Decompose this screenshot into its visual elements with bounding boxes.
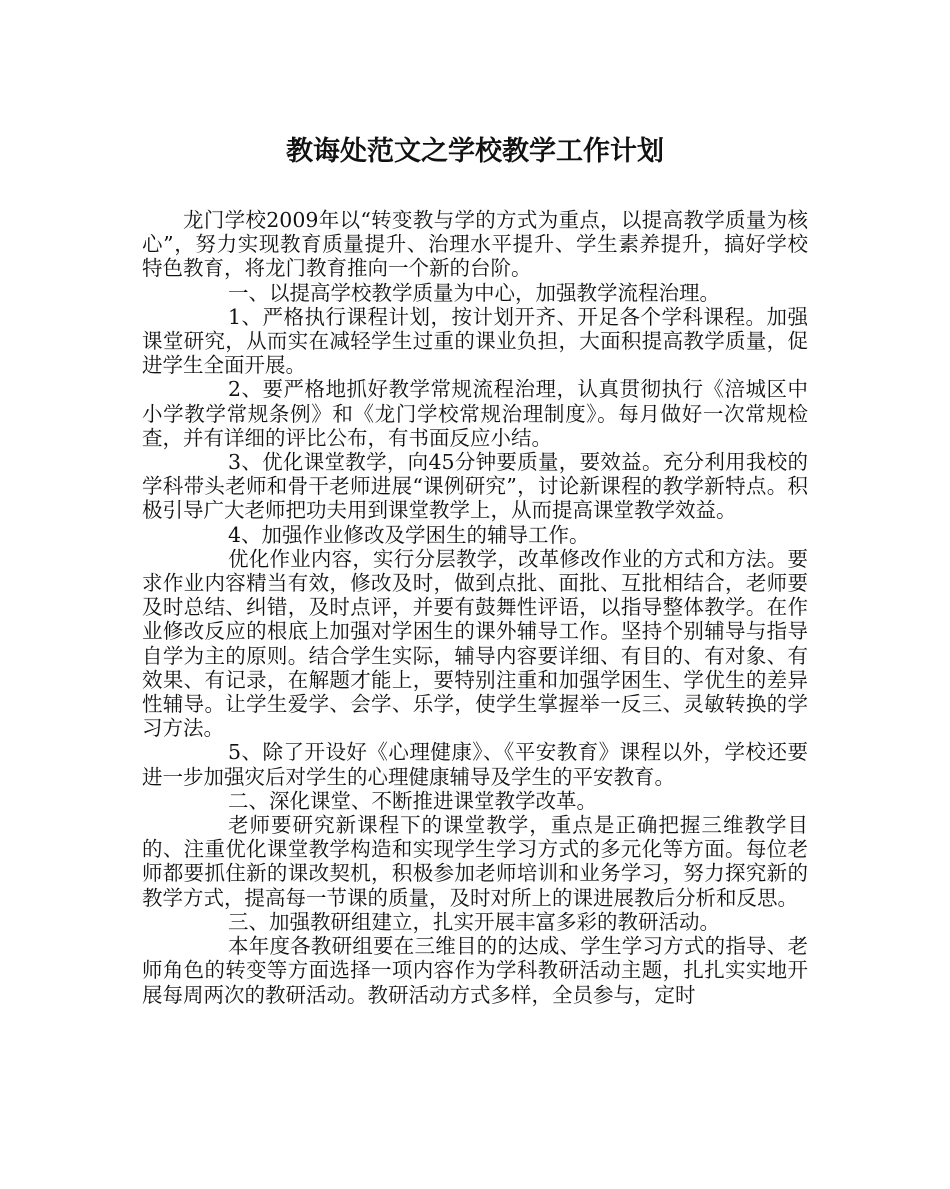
page-title: 教诲处范文之学校教学工作计划 <box>286 136 664 167</box>
paragraph: 优化作业内容，实行分层教学，改革修改作业的方式和方法。要求作业内容精当有效，修改及时，做到点批、面批、互批相结合，老师要及时总结、纠错，及时点评，并要有鼓舞性评语，以指导整体教学。在作业修改反应的根底上加强对学困生的课外辅导工作。坚持个别辅导与指导自学为主的原则。结合学生实际，辅导内容要详细、有目的、有对象、有效果、有记录，在解题才能上，要特别注重和加强学困生、学优生的差异性辅导。让学生爱学、会学、乐学，使学生掌握举一反三、灵敏转换的学习方法。 <box>142 546 808 741</box>
document-body <box>142 208 808 1007</box>
paragraph: 3、优化课堂教学，向45分钟要质量，要效益。充分利用我校的学科带头老师和骨干老师进展“课例研究”，讨论新课程的教学新特点。积极引导广大老师把功夫用到课堂教学上，从而提高课堂教学效益。 <box>142 450 808 523</box>
section-heading: 三、加强教研组建立，扎实开展丰富多彩的教研活动。 <box>228 909 720 934</box>
paragraph: 2、要严格地抓好教学常规流程治理，认真贯彻执行《涪城区中小学教学常规条例》和《龙门学校常规治理制度》。每月做好一次常规检查，并有详细的评比公布，有书面反应小结。 <box>142 377 808 450</box>
paragraph: 4、加强作业修改及学困生的辅导工作。 <box>228 522 590 547</box>
section-heading: 一、以提高学校教学质量为中心，加强教学流程治理。 <box>228 280 720 305</box>
paragraph: 老师要研究新课程下的课堂教学，重点是正确把握三维教学目的、注重优化课堂教学构造和实现学生学习方式的多元化等方面。每位老师都要抓住新的课改契机，积极参加老师培训和业务学习，努力探究新的教学方式，提高每一节课的质量，及时对所上的课进展教后分析和反思。 <box>142 813 808 910</box>
section-heading: 二、深化课堂、不断推进课堂教学改革。 <box>228 788 597 813</box>
paragraph: 1、严格执行课程计划，按计划开齐、开足各个学科课程。加强课堂研究，从而实在减轻学生过重的课业负担，大面积提高教学质量，促进学生全面开展。 <box>142 304 808 378</box>
paragraph: 本年度各教研组要在三维目的的达成、学生学习方式的指导、老师角色的转变等方面选择一项内容作为学科教研活动主题，扎扎实实地开展每周两次的教研活动。教研活动方式多样，全员参与，定时 <box>142 934 808 1007</box>
paragraph: 龙门学校2009年以“转变教与学的方式为重点，以提高教学质量为核心”，努力实现教育质量提升、治理水平提升、学生素养提升，搞好学校特色教育，将龙门教育推向一个新的台阶。 <box>142 208 808 281</box>
paragraph: 5、除了开设好《心理健康》、《平安教育》课程以外，学校还要进一步加强灾后对学生的心理健康辅导及学生的平安教育。 <box>142 740 808 789</box>
